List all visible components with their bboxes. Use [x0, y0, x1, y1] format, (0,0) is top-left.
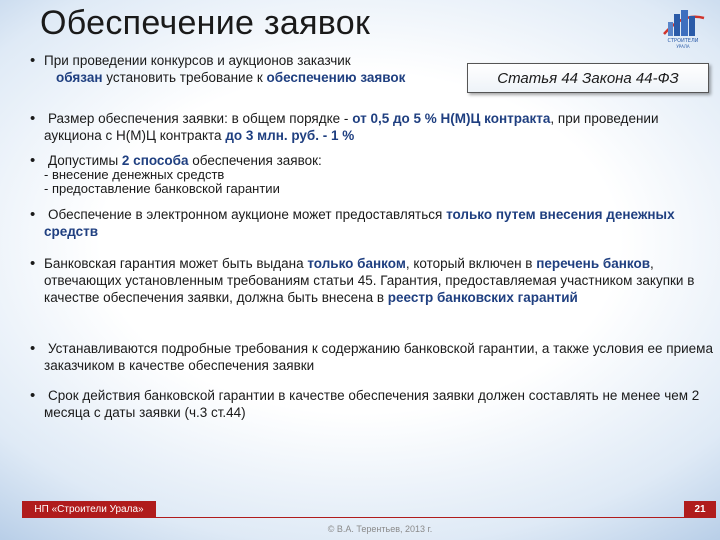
bullet-3-sub1: - внесение денежных средств	[44, 167, 225, 182]
slide-title: Обеспечение заявок	[40, 4, 371, 42]
bullet-5-highlight2: перечень банков	[536, 256, 650, 271]
bullet-5-highlight3: реестр банковских гарантий	[387, 290, 578, 305]
bullet-5-text1: Банковская гарантия может быть выдана	[44, 256, 308, 271]
page-number: 21	[684, 501, 716, 518]
bullet-marker: •	[30, 206, 36, 223]
bullet-4-text1: Обеспечение в электронном аукционе может предоставляться	[48, 207, 447, 222]
footer-divider	[156, 517, 684, 518]
svg-text:УРАЛА: УРАЛА	[676, 44, 690, 49]
bullet-5-text3: , отвечающих установленным требованиям статьи 45. Гарантия, предоставляемая участником закупки в качестве обеспечения заявки, должна быть внесена в	[44, 256, 695, 305]
footer-org-label: НП «Строители Урала»	[22, 501, 156, 518]
bullet-7-text: Срок действия банковской гарантии в качестве обеспечения заявки должен составлять не менее чем 2 месяца с даты заявки (ч.3 ст.44)	[44, 388, 700, 420]
bullet-1-bold2: обеспечению заявок	[266, 70, 406, 85]
bullet-6-text: Устанавливаются подробные требования к содержанию банковской гарантии, а также условия ее приема заказчиком в качестве обеспечения заявки	[44, 341, 713, 373]
bullet-3-text1: Допустимы	[48, 153, 122, 168]
bullet-3-text2: обеспечения заявок:	[188, 153, 322, 168]
bullet-5-text2: , который включен в	[405, 256, 537, 271]
bullet-marker: •	[30, 340, 36, 357]
copyright-text: © В.А. Терентьев, 2013 г.	[327, 524, 433, 534]
bullet-1-mid: установить требование к	[102, 70, 267, 85]
bullet-1-line1: При проведении конкурсов и аукционов заказчик	[44, 53, 351, 68]
bullet-marker: •	[30, 52, 36, 69]
bullet-marker: •	[30, 110, 36, 127]
bullet-2-highlight1: от 0,5 до 5 % Н(М)Ц контракта	[352, 111, 551, 126]
bullet-marker: •	[30, 152, 36, 169]
builders-ural-logo	[656, 4, 710, 50]
bullet-marker: •	[30, 387, 36, 404]
bullet-4-highlight1: только путем внесения денежных средств	[44, 207, 675, 239]
bullet-2-text2: , при проведении аукциона с Н(М)Ц контракта	[44, 111, 659, 143]
bullet-2-text1: Размер обеспечения заявки: в общем порядке -	[48, 111, 353, 126]
bullet-5-highlight1: только банком	[307, 256, 406, 271]
bullet-2-highlight2: до 3 млн. руб. - 1 %	[225, 128, 355, 143]
law-article-box: Статья 44 Закона 44-ФЗ	[467, 63, 709, 93]
svg-text:СТРОИТЕЛИ: СТРОИТЕЛИ	[667, 38, 699, 44]
bullet-3-sub2: - предоставление банковской гарантии	[44, 181, 280, 196]
bullet-1-bold1: обязан	[56, 70, 103, 85]
bullet-3-highlight1: 2 способа	[121, 153, 189, 168]
bullet-marker: •	[30, 255, 36, 272]
